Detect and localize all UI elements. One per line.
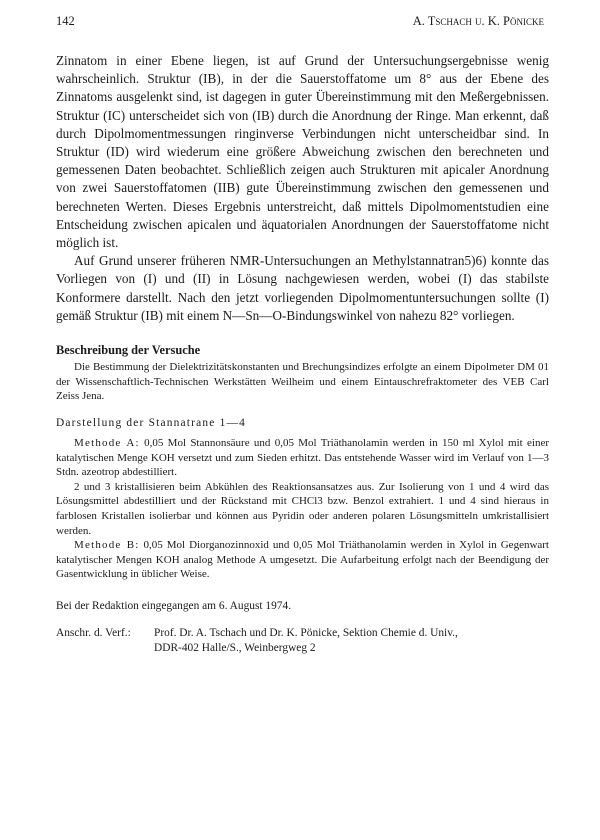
subsection-heading-preparation: Darstellung der Stannatrane 1—4 [56, 417, 246, 429]
paragraph-structure-discussion: Zinnatom in einer Ebene liegen, ist auf Grund der Untersuchungsergebnisse wenig wahrscheinlich. Struktur (IB), in der die Sauerstoffatome um 8° aus der Ebene des Zinnatoms ausgelenkt sind, ist dagegen in guter Übereinstimmung mit den Meßergebnissen. Struktur (IC) unterscheidet sich von (IB) durch die Anordnung der Ringe. Man erkennt, daß durch Dipolmomentmessungen ringinverse Verbindungen nicht unterscheidbar sind. In Struktur (ID) wird wiederum eine größere Abweichung zwischen den berechneten und gemessenen Daten beobachtet. Schließlich zeigen auch Strukturen mit apicaler Anordnung von zwei Sauerstoffatomen (IIB) gute Übereinstimmung zwischen den gemessenen und berechneten Werten. Dieses Ergebnis unterstreicht, daß mittels Dipolmomentstudien eine Entscheidung zwischen apicalen und äquatorialen Anordnungen der Sauerstoffatome nicht möglich ist. [56, 53, 549, 251]
crystallization-paragraph: 2 und 3 kristallisieren beim Abkühlen des Reaktionsansatzes aus. Zur Isolierung von 1 und 4 wird das Lösungsmittel abdestilliert und der Rückstand mit CHCl3 bzw. Benzol extrahiert. 1 und 4 sind hieraus in farblosen Kristallen isolierbar und können aus Pyridin oder anderen polaren Lösungsmitteln umkristallisiert werden. [56, 480, 549, 537]
method-b-label: Methode B: [74, 539, 140, 552]
page-header [56, 14, 544, 34]
preparation-methods [56, 436, 549, 582]
main-text [56, 52, 549, 325]
method-a-text: 0,05 Mol Stannonsäure und 0,05 Mol Triäthanolamin werden in 150 ml Xylol mit einer katalytischen Menge KOH versetzt und zum Sieden erhitzt. Das entstehende Wasser wird im Verlauf von 1—3 Stdn. azeotrop abdestilliert. [56, 437, 549, 479]
address-line-2: DDR-402 Halle/S., Weinbergweg 2 [154, 642, 316, 654]
paragraph-nmr-conclusion: Auf Grund unserer früheren NMR-Untersuchungen an Methylstannatran5)6) konnte das Vorliegen von (I) und (II) in Lösung nachgewiesen werden, wobei (I) das stabilste Konformere darstellt. Nach den jetzt vorliegenden Dipolmomentuntersuchungen sollte (I) gemäß Struktur (IB) mit einem N—Sn—O-Bindungswinkel von nahezu 82° vorliegen. [56, 253, 549, 323]
method-b-text: 0,05 Mol Diorganozinnoxid und 0,05 Mol Triäthanolamin werden in Xylol in Gegenwart katalytischer Mengen KOH analog Methode A umgesetzt. Die Aufarbeitung erfolgt nach der Beendigung der Gasentwicklung in üblicher Weise. [56, 539, 549, 581]
received-date: Bei der Redaktion eingegangen am 6. August 1974. [56, 600, 292, 612]
method-a-label: Methode A: [74, 437, 140, 449]
method-a-paragraph [56, 436, 549, 480]
address-text [154, 626, 554, 656]
page-number: 142 [56, 14, 75, 28]
experimental-text: Die Bestimmung der Dielektrizitätskonstanten und Brechungsindizes erfolgte an einem Dipolmeter DM 01 der Wissenschaftlich-Technischen Werkstätten Weilheim und einem Eintauschrefraktometer des VEB Carl Zeiss Jena. [56, 361, 549, 403]
address-label: Anschr. d. Verf.: [56, 627, 131, 639]
address-line-1: Prof. Dr. A. Tschach und Dr. K. Pönicke, Sektion Chemie d. Univ., [154, 627, 458, 639]
running-head: A. Tschach u. K. Pönicke [412, 14, 544, 28]
method-b-paragraph [56, 538, 549, 582]
experimental-section [56, 360, 549, 404]
section-heading-experimental: Beschreibung der Versuche [56, 343, 201, 357]
